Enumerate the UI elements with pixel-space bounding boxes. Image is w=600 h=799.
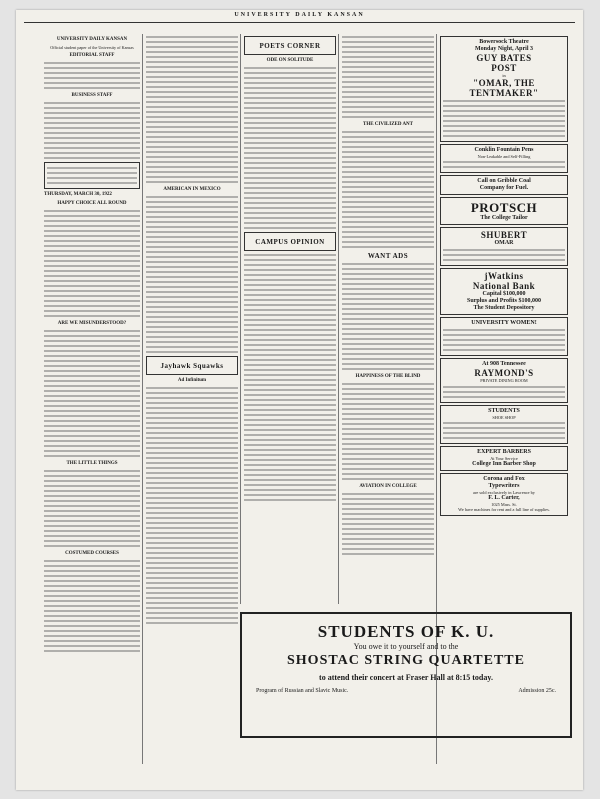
ad-headline: Typewriters [488,483,520,490]
article-body [44,329,140,458]
column-poetry [244,34,336,604]
ad-headline: TENTMAKER" [469,88,539,99]
ad-headline: SHUBERT [480,230,528,241]
ad-text: OMAR [494,240,514,247]
ad-headline: STUDENTS OF K. U. [317,622,495,641]
section-heading: CAMPUS OPINION [255,238,325,246]
ad-text: Surplus and Profits $100,000 [467,298,541,305]
ad-protsch [440,197,568,225]
newspaper-page [16,10,583,790]
ad-text: F. L. Carter, [488,495,520,502]
ad-university-women [440,317,568,356]
article-body [342,382,434,481]
classified-ads [342,262,434,371]
ad-text: The College Tailor [480,215,528,222]
ad-text: College Inn Barber Shop [472,461,536,468]
article-body [342,35,434,119]
article-heading: AMERICAN IN MEXICO [163,187,221,192]
ad-headline: STUDENTS [488,407,520,414]
editorial-heading: THE LITTLE THINGS [66,461,118,467]
section-heading: POETS CORNER [259,42,321,50]
address-box [44,162,140,189]
jayhawk-squawks-box [146,356,238,375]
ad-headline: RAYMOND'S [474,368,534,379]
ad-text: You owe it to yourself and to the [353,642,459,651]
column-divider [240,34,241,604]
article-body [44,209,140,318]
poem-title: ODE ON SOLITUDE [266,58,314,63]
ad-headline: Company for Fuel. [479,185,529,192]
ad-text: PRIVATE DINING ROOM [480,378,528,384]
ad-text: 1025 Mass. St. [491,502,517,508]
ad-text: Non-Leakable and Self-Filling [477,154,531,160]
ad-text: Bowersock Theatre [479,39,529,45]
column-features [146,34,238,764]
editorial-heading: ARE WE MISUNDERSTOOD? [57,321,127,327]
ad-headline: jWatkins [484,271,524,282]
article-body [342,130,434,249]
ad-text: At 908 Tennessee [482,361,526,368]
ad-headline: UNIVERSITY WOMEN! [471,320,537,327]
article-heading: THE CIVILIZED ANT [362,122,413,127]
masthead-rule [24,22,575,23]
poem-title: Ad Infinitum [177,378,207,383]
editorial-heading: HAPPY CHOICE ALL ROUND [57,201,127,207]
article-heading: HAPPINESS OF THE BLIND [355,374,421,379]
article-body [244,253,336,502]
ad-text: The Student Depository [473,305,535,312]
ad-text: We have machines for rent and a full line of supplies. [458,507,550,513]
ad-headline: SHOSTAC STRING QUARTETTE [287,653,525,668]
ad-footer [242,687,570,695]
staff-list [44,101,140,160]
editorial-staff-heading: EDITORIAL STAFF [69,53,115,59]
masthead: UNIVERSITY DAILY KANSAN [234,12,365,18]
ad-admission: Admission 25c. [518,688,556,694]
column-news [342,34,434,604]
ad-headline: Corona and Fox [483,476,525,483]
ad-headline: EXPERT BARBERS [477,448,531,455]
article-body [146,386,238,625]
ad-headline: PROTSCH [470,200,538,216]
poem-body [244,66,336,230]
ad-watkins-bank [440,268,568,315]
ad-barbers [440,446,568,471]
campus-opinion-box [244,232,336,251]
ad-gribble [440,175,568,195]
poets-corner-box [244,36,336,55]
ad-typewriters [440,473,568,516]
column-heading: Jayhawk Squawks [160,362,224,370]
ad-shubert [440,227,568,266]
article-body [146,195,238,354]
ad-headline: National Bank [472,281,536,292]
ad-text: Capital $100,000 [482,291,526,298]
ad-headline: Conklin Fountain Pens [474,147,534,154]
article-body [44,559,140,653]
shostac-quartette-ad [240,612,572,738]
column-divider [142,34,143,764]
ad-headline: GUY BATES [476,53,532,63]
article-body [44,469,140,548]
ad-program: Program of Russian and Slavic Music. [256,688,349,694]
ad-text: Monday Night, April 3 [474,46,533,52]
paper-title: UNIVERSITY DAILY KANSAN [56,37,128,42]
ad-text: in [502,73,506,78]
ad-text: are sold exclusively in Lawrence by [473,490,535,496]
column-divider [338,34,339,604]
ad-raymonds [440,358,568,402]
ad-headline: POST [491,63,517,73]
ad-text: At Your Service [490,455,518,461]
ad-text: to attend their concert at Fraser Hall at 8:15 today. [319,673,493,682]
article-heading: AVIATION IN COLLEGE [359,484,417,489]
business-staff-heading: BUSINESS STAFF [71,93,113,99]
article-body [342,492,434,556]
ad-text: SHOE SHOP [492,414,516,420]
ad-headline: Call on Gribble Coal [477,178,531,185]
ad-conklin [440,144,568,173]
ad-headline: "OMAR, THE [473,78,535,89]
want-ads-heading: WANT ADS [367,252,409,260]
column-editorial [44,34,140,764]
staff-list [44,61,140,90]
ad-shoe-shop [440,405,568,444]
paper-subtitle: Official student paper of the University of Kansas [50,45,134,50]
editorial-heading: COSTUMED COURSES [65,551,119,557]
ad-bowersock [440,36,568,142]
dateline: THURSDAY, MARCH 30, 1922 [44,192,112,198]
article-body [146,35,238,184]
